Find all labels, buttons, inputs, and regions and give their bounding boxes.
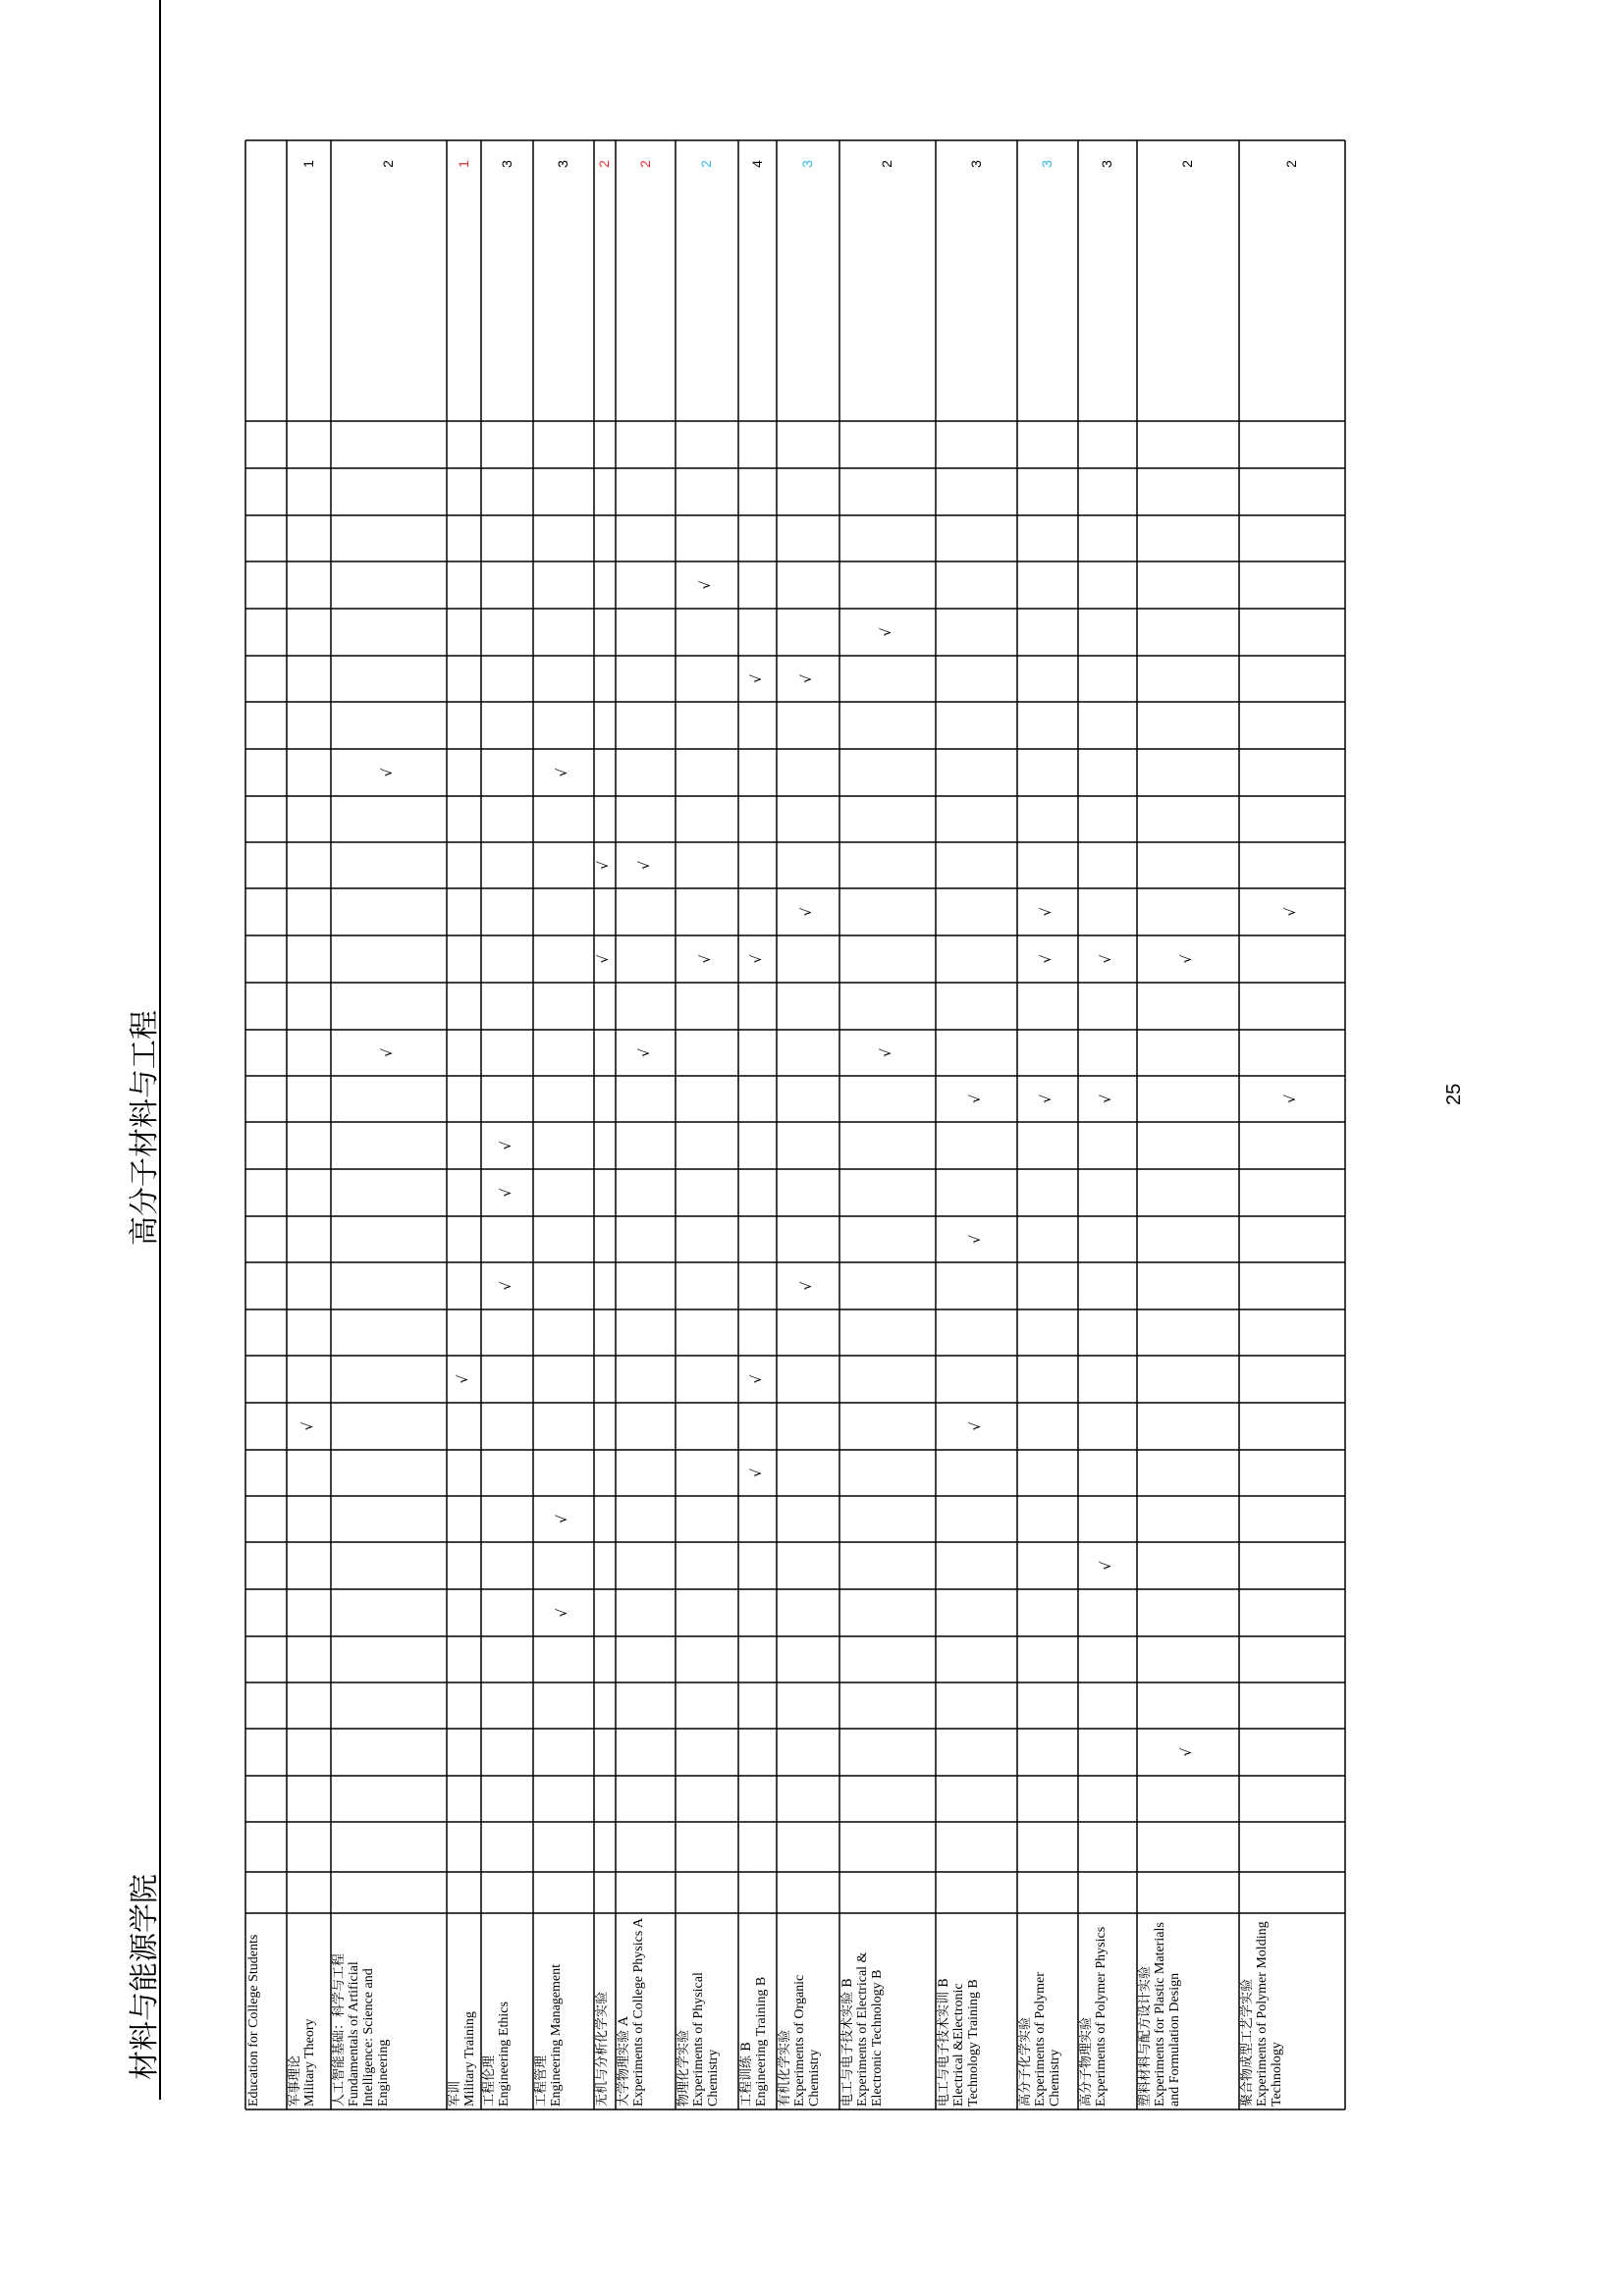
course-name-cell [287, 1913, 331, 2109]
check-mark: √ [596, 954, 612, 964]
course-name-cell [447, 1913, 481, 2109]
credit-value: 2 [698, 160, 714, 168]
header-major: 高分子材料与工程 [128, 1010, 162, 1246]
credit-value: 2 [879, 160, 894, 168]
course-name-cell [936, 1913, 1017, 2109]
course-name-en: Education for College Students [246, 1934, 261, 2107]
credit-value: 2 [596, 160, 612, 168]
course-name-cn: 人工智能基础：科学与工程 [332, 1952, 347, 2107]
check-mark: √ [555, 1515, 570, 1523]
check-mark: √ [698, 580, 714, 590]
course-name-cn: 无机与分析化学实验 [595, 1991, 610, 2107]
course-name-cn: 工程伦理 [482, 2055, 497, 2107]
check-mark: √ [636, 861, 653, 870]
check-mark: √ [799, 907, 815, 917]
credit-value: 3 [555, 160, 570, 168]
course-name-en: Experiments for Plastic Materials and Formulation Design [1153, 1922, 1182, 2107]
check-mark: √ [799, 1281, 815, 1291]
course-name-en: Engineering Ethics [497, 2002, 512, 2107]
course-name-cn: 物理化学实验 [676, 2029, 691, 2107]
course-name-en: Experiments of Physical Chemistry [691, 1972, 721, 2107]
check-mark: √ [1039, 954, 1055, 964]
course-name-cell [1137, 1913, 1239, 2109]
check-mark: √ [498, 1141, 514, 1150]
credit-value: 3 [967, 160, 984, 168]
check-mark: √ [698, 954, 714, 964]
check-mark: √ [1283, 1095, 1299, 1103]
course-name-en: Experiments of Polymer Chemistry [1033, 1972, 1062, 2107]
check-mark: √ [748, 674, 765, 683]
check-mark: √ [967, 1095, 984, 1103]
course-name-en: Engineering Training B [754, 1976, 769, 2107]
credit-value: 4 [748, 160, 765, 168]
page-number: 25 [1443, 1083, 1465, 1105]
check-mark: √ [1283, 907, 1299, 917]
course-name-cn: 有机化学实验 [778, 2029, 792, 2107]
credit-value: 2 [1283, 160, 1299, 168]
check-mark: √ [636, 1048, 653, 1057]
check-mark: √ [967, 1421, 984, 1431]
check-mark: √ [455, 1374, 471, 1384]
check-mark: √ [1179, 954, 1195, 964]
check-mark: √ [1039, 1095, 1055, 1103]
credit-value: 2 [380, 160, 396, 168]
course-name-cell [676, 1913, 738, 2109]
check-mark: √ [1099, 1561, 1114, 1571]
course-name-en: Military Theory [302, 2018, 317, 2107]
check-mark: √ [748, 1374, 765, 1384]
course-name-cell [738, 1913, 777, 2109]
check-mark: √ [879, 1048, 894, 1057]
credit-value: 3 [799, 160, 815, 168]
course-name-cn: 电工与电子技术实验 B [840, 1978, 855, 2107]
check-mark: √ [1099, 954, 1114, 964]
course-name-cn: 工程训练 B [739, 2042, 754, 2107]
course-name-cn: 聚合物成型工艺学实验 [1240, 1978, 1255, 2107]
course-name-cn: 高分子化学实验 [1018, 2016, 1033, 2107]
course-name-cell [533, 1913, 594, 2109]
check-mark: √ [498, 1281, 514, 1291]
check-mark: √ [879, 627, 894, 637]
course-name-cn: 电工与电子技术实训 B [937, 1978, 951, 2107]
course-name-cell [1239, 1913, 1345, 2109]
credit-value: 1 [455, 160, 471, 168]
credit-value: 2 [636, 160, 653, 168]
course-name-cn: 大学物理实验 A [617, 2016, 631, 2107]
check-mark: √ [748, 1468, 765, 1477]
course-name-cell [777, 1913, 839, 2109]
course-name-en: Fundamentals of Artificial Intelligence: Science and Engineering [347, 1961, 391, 2107]
check-mark: √ [596, 861, 612, 870]
course-name-en: Experiments of Organic Chemistry [792, 1974, 822, 2107]
check-mark: √ [1179, 1747, 1195, 1757]
credit-value: 3 [1039, 160, 1055, 168]
credit-value: 3 [498, 160, 514, 168]
course-name-cell [1017, 1913, 1078, 2109]
course-name-cell [1078, 1913, 1137, 2109]
check-mark: √ [380, 768, 396, 777]
course-name-cell [839, 1913, 936, 2109]
credit-value: 1 [299, 160, 316, 168]
credit-value: 3 [1099, 160, 1114, 168]
course-name-cell [331, 1913, 447, 2109]
course-name-cn: 塑料材料与配方设计实验 [1138, 1965, 1153, 2107]
check-mark: √ [748, 954, 765, 964]
check-mark: √ [555, 1608, 570, 1618]
header-school: 材料与能源学院 [128, 1874, 162, 2080]
course-name-cell [245, 1913, 287, 2109]
course-name-cn: 高分子物理实验 [1079, 2016, 1094, 2107]
course-name-cell [594, 1913, 616, 2109]
course-name-cn: 军训 [448, 2080, 462, 2107]
course-name-en: Experiments of Electrical & Electronic Technology B [855, 1951, 885, 2107]
course-name-cell [481, 1913, 533, 2109]
check-mark: √ [1099, 1095, 1114, 1103]
course-name-en: Electrical &Electronic Technology Training B [951, 1979, 981, 2107]
credit-value: 2 [1179, 160, 1195, 168]
check-mark: √ [555, 768, 570, 777]
course-name-cell [616, 1913, 676, 2109]
check-mark: √ [1039, 907, 1055, 917]
check-mark: √ [498, 1188, 514, 1198]
course-name-en: Experiments of Polymer Physics [1094, 1926, 1109, 2107]
course-name-en: Military Training [462, 2011, 477, 2107]
course-name-en: Experiments of Polymer Molding Technology [1255, 1921, 1284, 2107]
check-mark: √ [299, 1421, 316, 1431]
course-name-cn: 工程管理 [534, 2055, 549, 2107]
course-name-en: Engineering Management [549, 1963, 564, 2107]
check-mark: √ [967, 1235, 984, 1244]
course-name-en: Experiments of College Physics A [631, 1917, 646, 2107]
check-mark: √ [380, 1048, 396, 1057]
course-name-cn: 军事理论 [288, 2055, 302, 2107]
check-mark: √ [799, 674, 815, 683]
